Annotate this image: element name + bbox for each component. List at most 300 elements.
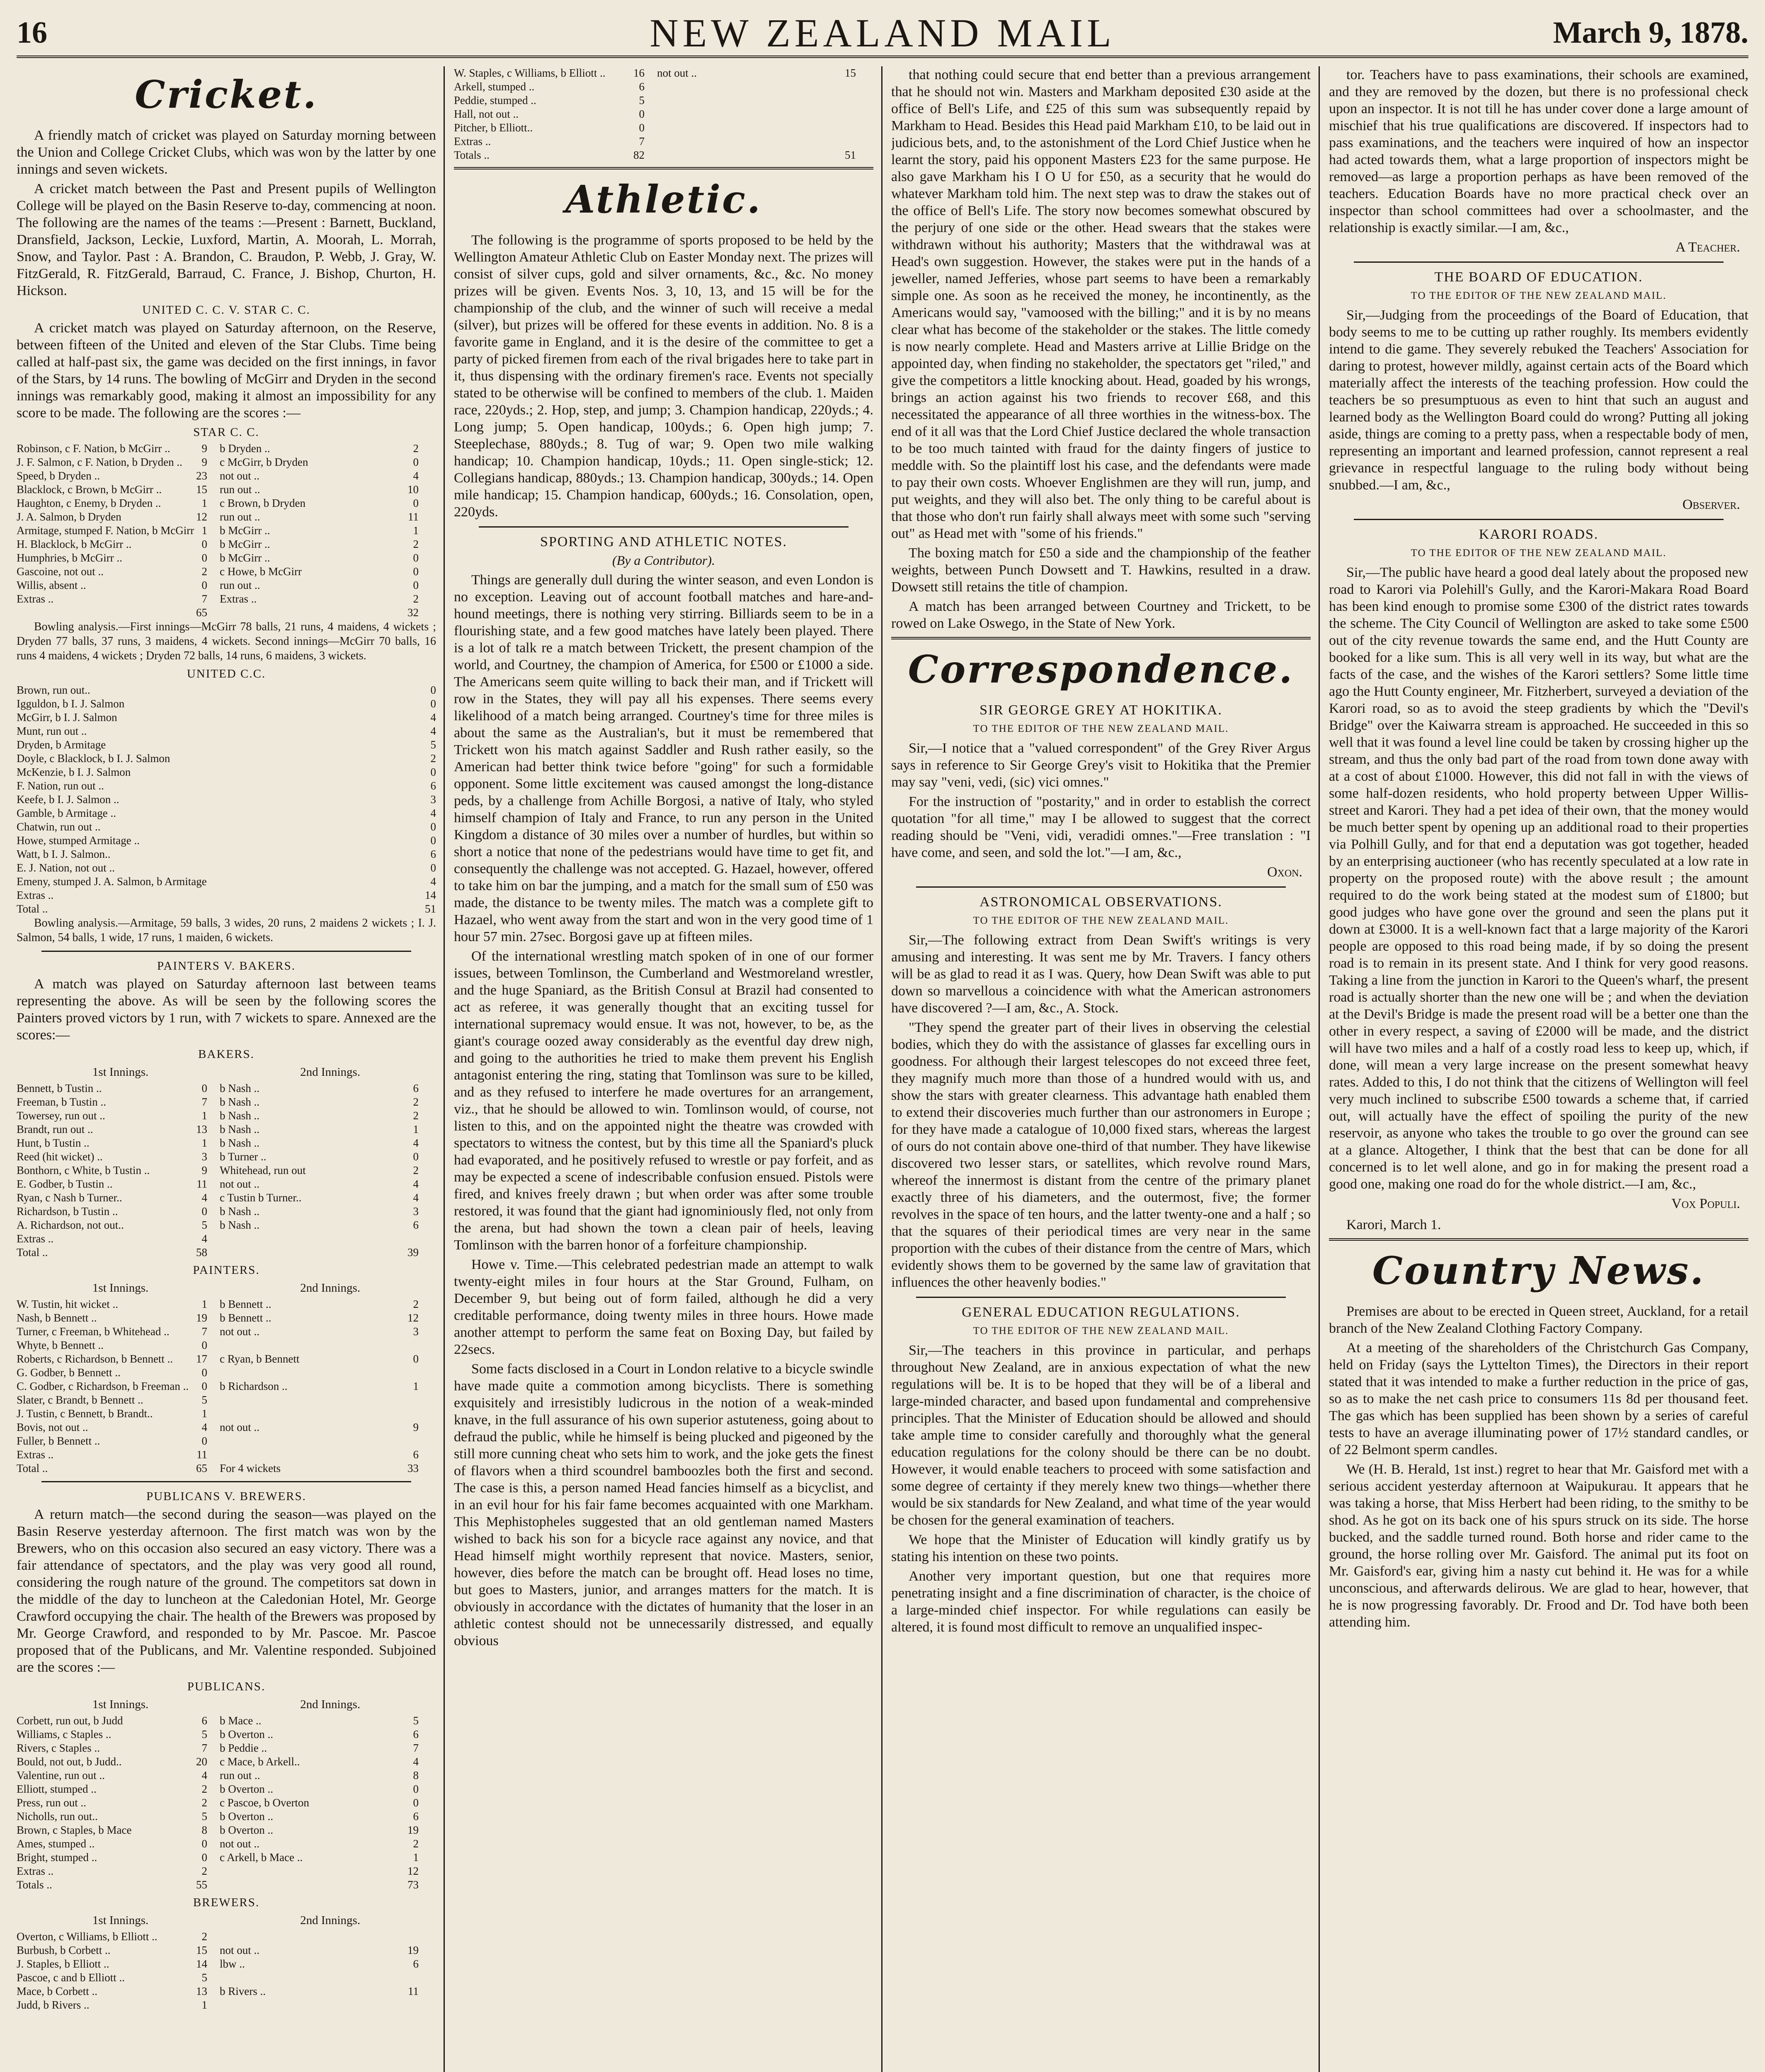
score-row: [17, 455, 436, 469]
score-cell: 2: [413, 1298, 419, 1310]
team-heading: UNITED C.C.: [187, 667, 266, 680]
innings-label: 1st Innings.: [92, 1281, 149, 1295]
score-cell: 65: [196, 1462, 207, 1474]
score-cell: 6: [413, 1810, 419, 1823]
score-row: [17, 1393, 436, 1407]
score-cell: 5: [639, 94, 645, 107]
score-cell: 0: [413, 565, 419, 578]
score-cell: Pascoe, c and b Elliott ..: [17, 1971, 125, 1984]
score-cell: C. Godber, c Richardson, b Freeman ..: [17, 1380, 189, 1392]
score-cell: [394, 1339, 419, 1352]
team-heading: PUBLICANS.: [187, 1680, 266, 1693]
score-cell: not out ..: [220, 1325, 260, 1338]
score-cell: run out ..: [220, 1769, 260, 1782]
score-row: [17, 697, 436, 711]
score-cell: 14: [425, 889, 436, 901]
score-row: [17, 752, 436, 765]
score-cell: b McGirr ..: [220, 524, 270, 537]
score-cell: [207, 1448, 394, 1462]
score-cell: Roberts, c Richardson, b Bennett ..: [17, 1353, 173, 1365]
score-cell: 0: [201, 1339, 207, 1351]
score-cell: 4: [413, 1137, 419, 1149]
score-cell: Nash, b Bennett ..: [17, 1312, 97, 1324]
score-cell: 1: [201, 497, 207, 509]
score-cell: not out ..: [220, 1837, 260, 1850]
score-cell: Extras ..: [220, 593, 257, 605]
score-cell: Brown, run out..: [17, 684, 90, 696]
score-cell: [394, 1393, 419, 1407]
score-cell: Emeny, stumped J. A. Salmon, b Armitage: [17, 875, 207, 888]
innings-label: 1st Innings.: [92, 1914, 149, 1927]
score-row: [17, 1998, 436, 2012]
score-cell: 2: [413, 538, 419, 550]
score-cell: [394, 1232, 419, 1246]
score-cell: [645, 135, 831, 148]
score-cell: [207, 1246, 394, 1259]
letter-subheading: TO THE EDITOR OF THE NEW ZEALAND MAIL.: [973, 723, 1229, 734]
score-cell: 13: [196, 1123, 207, 1135]
issue-date: March 9, 1878.: [1553, 15, 1748, 50]
letter-heading: KARORI ROADS.: [1479, 527, 1599, 542]
score-cell: 1: [201, 1137, 207, 1149]
divider: [1329, 1238, 1748, 1241]
score-cell: Williams, c Staples ..: [17, 1728, 112, 1740]
column-1: [17, 66, 436, 2072]
score-row: [17, 606, 436, 620]
letter-subheading: TO THE EDITOR OF THE NEW ZEALAND MAIL.: [1411, 547, 1667, 559]
score-cell: 0: [430, 766, 436, 778]
score-cell: 9: [201, 1164, 207, 1176]
score-row: [17, 1864, 436, 1878]
score-cell: 0: [413, 1150, 419, 1163]
score-row: [454, 66, 873, 80]
signature: Vox Populi.: [1671, 1196, 1740, 1211]
score-cell: Armitage, stumped F. Nation, b McGirr: [17, 524, 194, 537]
score-cell: 5: [413, 1714, 419, 1727]
score-cell: [394, 1434, 419, 1448]
team-heading: PAINTERS.: [193, 1264, 260, 1277]
score-cell: c Arkell, b Mace ..: [220, 1851, 303, 1864]
score-cell: 15: [845, 67, 856, 79]
score-cell: 0: [430, 684, 436, 696]
scorecard-brewers: [17, 1930, 436, 2012]
score-row: [17, 724, 436, 738]
score-cell: 0: [201, 1435, 207, 1447]
score-cell: b Overton ..: [220, 1728, 273, 1740]
score-cell: 7: [201, 593, 207, 605]
score-cell: [831, 94, 856, 107]
score-cell: c Mace, b Arkell..: [220, 1755, 300, 1768]
score-row: [17, 1851, 436, 1864]
column-3: [891, 66, 1311, 2072]
paragraph: Sir,—I notice that a "valued correspondent" of the Grey River Argus says in reference to Sir George Grey's visit to Hokitika that the Premier may say "veni, vedi, (sic) vici omnes.": [891, 741, 1311, 790]
article-heading: SPORTING AND ATHLETIC NOTES.: [540, 534, 788, 549]
innings-labels: [17, 1064, 436, 1081]
score-cell: Rivers, c Staples ..: [17, 1742, 100, 1754]
score-cell: [207, 1232, 394, 1246]
score-cell: Howe, stumped Armitage ..: [17, 834, 140, 847]
score-cell: 7: [201, 1742, 207, 1754]
paragraph: We (H. B. Herald, 1st inst.) regret to hear that Mr. Gaisford met with a serious accident yesterday afternoon at Waipukurau. It appears that he was taking a horse, that Miss Herbert had been riding, to the smithy to be shod. As he got on its back one of his spurs struck on its side. The horse bucked, and the saddle turned round. Both horse and rider came to the ground, the horse rolling over Mr. Gaisford. The animal put its foot on Mr. Gaisford's ear, giving him a nasty cut behind it. He was for a while unconscious, and afterwards delirous. We are glad to hear, however, that he is now progressing favorably. Dr. Frood and Dr. Tod have both been attending him.: [1329, 1462, 1748, 1630]
innings-label: 2nd Innings.: [300, 1281, 361, 1295]
score-cell: b Dryden ..: [220, 442, 270, 455]
score-row: [17, 1082, 436, 1095]
score-cell: [831, 107, 856, 121]
score-cell: [831, 80, 856, 94]
paragraph: The boxing match for £50 a side and the championship of the feather weights, between Punch Dowsett and T. Hawkins, resulted in a draw. Dowsett still retains the title of champion.: [891, 545, 1311, 595]
score-cell: b Rivers ..: [220, 1985, 266, 1997]
score-cell: [831, 121, 856, 135]
score-cell: [207, 1407, 394, 1421]
score-cell: 5: [201, 1728, 207, 1740]
letter-heading: SIR GEORGE GREY AT HOKITIKA.: [979, 702, 1222, 718]
score-row: [17, 1218, 436, 1232]
score-cell: b Overton ..: [220, 1783, 273, 1795]
score-row: [17, 847, 436, 861]
divider: [891, 637, 1311, 639]
score-cell: b Mace ..: [220, 1714, 262, 1727]
score-cell: c Brown, b Dryden: [220, 497, 305, 509]
score-cell: 2: [201, 1865, 207, 1877]
score-cell: 51: [425, 903, 436, 915]
team-heading: BREWERS.: [193, 1896, 260, 1909]
innings-label: 2nd Innings.: [300, 1065, 361, 1079]
column-rule: [1319, 66, 1320, 2072]
score-cell: Speed, b Dryden ..: [17, 470, 100, 482]
match-heading: PUBLICANS V. BREWERS.: [146, 1490, 306, 1503]
score-cell: b Overton ..: [220, 1824, 273, 1836]
score-cell: [831, 135, 856, 148]
score-cell: 4: [413, 1755, 419, 1768]
score-cell: [207, 1864, 394, 1878]
innings-labels: [17, 1280, 436, 1297]
score-row: [17, 1421, 436, 1434]
score-cell: Total ..: [17, 1246, 48, 1259]
score-cell: Watt, b I. J. Salmon..: [17, 848, 111, 860]
score-cell: 10: [407, 483, 419, 496]
score-cell: 2: [201, 565, 207, 578]
score-row: [17, 806, 436, 820]
score-cell: 7: [201, 1096, 207, 1108]
score-cell: 11: [196, 1178, 207, 1190]
score-cell: b Bennett ..: [220, 1298, 272, 1310]
score-cell: 0: [201, 1837, 207, 1850]
paragraph: Things are generally dull during the winter season, and even London is no exception. Leaving out of account football matches and hare-and-hound meetings, there is nothing very stirring. Billiards seem to be in a flourishing state, and a few good matches have lately been played. There is a lot of talk re a match between Trickett, the present champion of the world, and Courtney, the champion of America, for £500 or £1000 a side. The Americans seem quite willing to back their man, and if Trickett will row in the States, they will pay all his expenses. There seems every likelihood of a match being arranged. Courtney's time for three miles is about the same as the Australian's, but it must be remembered that Trickett won his match against Saddler and Rush rather easily, so the American had better think twice before "going" for such a formidable opponent. Some little excitement was caused amongst the long-distance peds, by a challenge from Achille Borgosi, a native of Italy, who styled himself champion of Italy and France, to run any person in the United Kingdom a distance of 30 miles over a number of hurdles, but within so short a notice that none of the pedestrians would have time to get fit, and consequently the challenge was not accepted. G. Hazael, however, offered to take him on bar the jumping, and a match for the small sum of £50 was made, the distance to be twenty miles. The match was a complete gift to Hazael, who went away from the start and won in the very good time of 1 hour 57 min. 27sec. Borgosi gave up at fifteen miles.: [454, 572, 873, 944]
score-cell: Total ..: [17, 903, 48, 915]
innings-labels: [17, 1696, 436, 1713]
score-cell: 0: [639, 108, 645, 120]
score-cell: F. Nation, run out ..: [17, 779, 104, 792]
score-row: [17, 1407, 436, 1421]
section-title-athletic: Athletic.: [565, 177, 762, 222]
score-cell: run out ..: [220, 483, 260, 496]
score-cell: Arkell, stumped ..: [454, 80, 535, 93]
divider: [1354, 261, 1724, 263]
score-cell: 3: [413, 1325, 419, 1338]
score-cell: [207, 1971, 394, 1985]
score-cell: Burbush, b Corbett ..: [17, 1944, 111, 1956]
score-row: [17, 1728, 436, 1741]
paragraph: Some facts disclosed in a Court in London relative to a bicycle swindle have made quite a commotion among bicyclists. There is something exquisitely and irresistibly ludicrous in the notion of a weak-minded knave, in the full assurance of his own superior astuteness, going about to defraud the public, while he himself is being plucked and pigeoned by the still more cunning cheat who sets him to work, and the joke gets the finest of flavors when a third scoundrel bamboozles both the first and second. The case is this, a person named Head fancies himself as a bicyclist, and in an evil hour for his fair fame becomes acquainted with one Markham. This Mephistopheles suggested that an old gentleman named Masters wished to back his son for a bicycle race against any novice, and that Head himself might worthily represent that novice. Masters, senior, however, dies before the match can be brought off. Head loses no time, but goes to Masters, junior, and arranges matters for the match. It is obviously in accordance with the dictates of humanity that the loser in an athletic contest should not be unnecessarily distressed, and equally obvious: [454, 1361, 873, 1648]
score-cell: b Nash ..: [220, 1082, 259, 1094]
score-cell: not out ..: [220, 1178, 260, 1190]
score-cell: 3: [201, 1150, 207, 1163]
score-cell: 8: [201, 1824, 207, 1836]
score-cell: 4: [201, 1232, 207, 1245]
scorecard-star: [17, 442, 436, 620]
score-row: [17, 1837, 436, 1851]
column-rule: [444, 66, 445, 2072]
scorecard-publicans: [17, 1714, 436, 1892]
score-cell: Munt, run out ..: [17, 725, 87, 737]
score-row: [17, 711, 436, 724]
divider: [916, 1297, 1286, 1298]
score-row: [17, 875, 436, 888]
score-cell: 14: [196, 1958, 207, 1970]
score-row: [17, 779, 436, 793]
score-cell: 6: [413, 1082, 419, 1094]
score-cell: 33: [407, 1462, 419, 1474]
score-cell: Peddie, stumped ..: [454, 94, 536, 107]
score-cell: 9: [413, 1421, 419, 1433]
score-cell: Totals ..: [17, 1878, 52, 1891]
score-cell: Doyle, c Blacklock, b I. J. Salmon: [17, 752, 170, 765]
paragraph: Sir,—Judging from the proceedings of the Board of Education, that body seems to me to be cutting up rather roughly. Its members evidently intend to die game. They severely rebuked the Teachers' Association for daring to protest, however mildly, against certain acts of the Board which materially affect the interests of the teaching profession. How could the teachers be so presumptuous as even to hint that such an august and learned body as the Wellington Board could do wrong? Putting all joking aside, things are coming to a pretty pass, when a respectable body of men, representing an important and learned profession, cannot represent a real grievance in respectful language to the ruling body without being snubbed.—I am, &c.,: [1329, 307, 1748, 493]
score-cell: 32: [407, 606, 419, 619]
score-row: [17, 1782, 436, 1796]
score-cell: 39: [407, 1246, 419, 1259]
score-cell: 11: [408, 1985, 419, 1997]
score-cell: Reed (hit wicket) ..: [17, 1150, 103, 1163]
score-cell: Total ..: [17, 1462, 48, 1474]
signature: Oxon.: [1267, 864, 1302, 880]
score-cell: 1: [413, 1380, 419, 1392]
score-cell: [207, 1878, 394, 1892]
score-row: [17, 834, 436, 847]
score-row: [17, 820, 436, 834]
score-cell: b Richardson ..: [220, 1380, 288, 1392]
score-cell: Brown, c Staples, b Mace: [17, 1824, 132, 1836]
score-cell: Ames, stumped ..: [17, 1837, 95, 1850]
score-cell: Richardson, b Tustin ..: [17, 1205, 118, 1218]
score-cell: W. Staples, c Williams, b Elliott ..: [454, 67, 606, 79]
score-cell: 1: [201, 1109, 207, 1122]
score-cell: 4: [413, 1191, 419, 1204]
score-cell: not out ..: [657, 67, 697, 79]
score-cell: 19: [196, 1312, 207, 1324]
score-cell: McKenzie, b I. J. Salmon: [17, 766, 131, 778]
divider: [41, 951, 411, 952]
score-cell: c McGirr, b Dryden: [220, 456, 308, 468]
score-cell: 19: [407, 1944, 419, 1956]
score-cell: 4: [430, 875, 436, 888]
score-row: [17, 1205, 436, 1218]
score-cell: 0: [413, 1783, 419, 1795]
scorecard-brewers-continued: [454, 66, 873, 162]
paragraph: A return match—the second during the season—was played on the Basin Reserve yesterday afternoon. The first match was won by the Brewers, who on this occasion also secured an easy victory. There was a fair attendance of spectators, and the play was very good all round, considering the rough nature of the ground. The competitors sat down in the middle of the day to luncheon at the Caledonian Hotel, Mr. George Crawford occupying the chair. The health of the Brewers was proposed by Mr. George Crawford, and responded to by Mr. Pascoe. Mr. Pascoe proposed that of the Publicans, and Mr. Valentine responded. Subjoined are the scores :—: [17, 1507, 436, 1675]
score-cell: 6: [413, 1958, 419, 1970]
score-cell: run out ..: [220, 511, 260, 523]
score-row: [17, 888, 436, 902]
score-cell: 58: [196, 1246, 207, 1259]
score-cell: J. Tustin, c Bennett, b Brandt..: [17, 1407, 153, 1420]
score-row: [17, 1164, 436, 1177]
score-row: [17, 1095, 436, 1109]
score-cell: [394, 1407, 419, 1421]
score-cell: 1: [201, 1298, 207, 1310]
score-cell: 12: [407, 1312, 419, 1324]
section-title-correspondence: Correspondence.: [908, 647, 1294, 692]
score-cell: Turner, c Freeman, b Whitehead ..: [17, 1325, 170, 1338]
score-row: [17, 1339, 436, 1352]
score-cell: 2: [201, 1930, 207, 1943]
score-cell: Willis, absent ..: [17, 579, 86, 591]
score-cell: 1: [413, 524, 419, 537]
paragraph: Sir,—The teachers in this province in particular, and perhaps throughout New Zealand, are in anxious expectation of what the new regulations will be. It is to be hoped that they will be of a liberal and large-minded character, and based upon fundamental and comprehensive principles. That the Minister of Education should be allowed and should take ample time to consider carefully and thoroughly what the general education regulations for the colony should be there can be no doubt. However, it would enable teachers to proceed with some satisfaction and some degree of certainty if they merely knew two things—whether there would be six standards for New Zealand, and what time of the year would be chosen for the general examination of teachers.: [891, 1343, 1311, 1528]
score-row: [17, 1109, 436, 1123]
score-cell: 3: [413, 1205, 419, 1218]
letter-subheading: TO THE EDITOR OF THE NEW ZEALAND MAIL.: [973, 915, 1229, 926]
score-cell: 12: [196, 511, 207, 523]
score-cell: 2: [413, 593, 419, 605]
score-cell: b Turner ..: [220, 1150, 267, 1163]
score-cell: 4: [201, 1421, 207, 1433]
score-row: [17, 1823, 436, 1837]
paragraph: A friendly match of cricket was played on Saturday morning between the Union and College Cricket Clubs, which was won by the latter by one innings and seven wickets.: [17, 128, 436, 177]
score-cell: Extras ..: [17, 1865, 54, 1877]
score-cell: 0: [201, 1205, 207, 1218]
score-cell: Bould, not out, b Judd..: [17, 1755, 122, 1768]
score-cell: 65: [196, 606, 207, 619]
score-cell: b Nash ..: [220, 1096, 259, 1108]
paragraph: We hope that the Minister of Education will kindly gratify us by stating his intention on these two points.: [891, 1532, 1311, 1564]
score-cell: 4: [430, 711, 436, 724]
score-cell: [207, 1434, 394, 1448]
score-row: [17, 1434, 436, 1448]
score-cell: Judd, b Rivers ..: [17, 1999, 90, 2011]
score-row: [17, 1325, 436, 1339]
score-cell: J. Staples, b Elliott ..: [17, 1958, 109, 1970]
score-row: [17, 1810, 436, 1823]
innings-label: 1st Innings.: [92, 1698, 149, 1711]
score-cell: not out ..: [220, 1944, 260, 1956]
paragraph: A cricket match between the Past and Present pupils of Wellington College will be played on the Basin Reserve to-day, commencing at noon. The following are the names of the teams :—Present : Barnett, Buckland, Dransfield, Jackson, Leckie, Luxford, Martin, A. Moorah, L. Morrah, Snow, and Taylor. Past : A. Brandon, C. Braudon, P. Webb, J. Gray, W. FitzGerald, R. FitzGerald, Barraud, C. France, J. Bishop, Churton, H. Hickson.: [17, 181, 436, 298]
score-cell: 4: [201, 1769, 207, 1782]
score-cell: Fuller, b Bennett ..: [17, 1435, 100, 1447]
score-cell: c Howe, b McGirr: [220, 565, 302, 578]
letter-subheading: TO THE EDITOR OF THE NEW ZEALAND MAIL.: [1411, 290, 1667, 301]
score-row: [17, 510, 436, 524]
score-cell: W. Tustin, hit wicket ..: [17, 1298, 119, 1310]
score-cell: 0: [413, 579, 419, 591]
score-cell: 1: [201, 524, 207, 537]
score-row: [17, 793, 436, 806]
score-cell: 6: [639, 80, 645, 93]
section-title-country-news: Country News.: [1372, 1248, 1705, 1293]
score-cell: 4: [413, 470, 419, 482]
signature: Observer.: [1682, 497, 1740, 512]
score-cell: 15: [196, 483, 207, 496]
score-cell: [394, 1971, 419, 1985]
scorecard-bakers: [17, 1082, 436, 1259]
score-cell: Slater, c Brandt, b Bennett ..: [17, 1394, 143, 1406]
score-cell: 0: [201, 552, 207, 564]
divider: [1354, 519, 1724, 520]
score-cell: Robinson, c F. Nation, b McGirr ..: [17, 442, 170, 455]
divider: [454, 167, 873, 169]
score-row: [17, 483, 436, 496]
score-cell: Extras ..: [17, 1232, 54, 1245]
score-cell: Press, run out ..: [17, 1796, 86, 1809]
score-cell: b Nash ..: [220, 1123, 259, 1135]
score-cell: 6: [430, 779, 436, 792]
score-cell: 5: [201, 1219, 207, 1231]
bowling-analysis: Bowling analysis.—Armitage, 59 balls, 3 wides, 20 runs, 2 maidens 2 wickets ; I. J. Salmon, 54 balls, 1 wide, 17 runs, 1 maiden, 6 wickets.: [17, 917, 436, 944]
score-cell: 6: [430, 848, 436, 860]
score-cell: 4: [201, 1191, 207, 1204]
scorecard-painters: [17, 1297, 436, 1475]
score-row: [17, 1232, 436, 1246]
paragraph: Sir,—The public have heard a good deal lately about the proposed new road to Karori via Polehill's Gully, and the Karori-Makara Road Board has been kind enough to promise some £300 of the district rates towards the scheme. The City Council of Wellington are asked to take some £500 out of the city revenue towards the same end, and the Hutt County are booked for a like sum. This is all very well in its way, but what are the facts of the case, and the wishes of the Karori settlers? Some little time ago the Hutt County engineer, Mr. Fitzherbert, surveyed a deviation of the Karori road, so as to avoid the steep gradients by which the "Devil's Bridge" over the Kaiwarra stream is approached. He succeeded in this so well that it was found a level line could be taken by crossing higher up the stream, and thus the only bad part of the road from town done away with at a cost of about £1000. However, this did not fall in with the views of some half-dozen residents, who hold property between Upper Willis-street and Karori. They had a pet idea of their own, that the money would be much better spent by opening up an additional road to their properties via Polhill Gully, and for that end a deputation was got together, headed by an enterprising auctioneer (who has recently speculated at a low rate in property on the proposed route) with the above result ; the amount required to do the work being stated at the modest sum of £1800; but good judges who have gone over the ground and seen the plans put it down at £3000. It is a well-known fact that a large majority of the Karori people are opposed to this road being made, if by so doing the present road is to remain in its present state. And I think for very good reasons. Taking a line from the junction in Karori to the Queen's wharf, the present road is actually shorter than the new one will be ; and when the deviation at the Devil's Bridge is made the present road will be a better one than the other in every respect, a saving of £2000 will be made, and the district will have two miles and a half of a costly road less to keep up, which, if done, will mean a very large increase on the present somewhat heavy rates. Added to this, I do not think that the citizens of Wellington will feel very much inclined to subscribe £500 towards a scheme that, if carried out, will actually have the effect of spoiling the purity of the new reservoir, as anyone who takes the trouble to go over the ground can see at a glance. Altogether, I think that the best that can be done for all concerned is to let well alone, and go in for making the present road a good one, making one road do for the whole district.—I am, &c.,: [1329, 565, 1748, 1192]
score-row: [454, 107, 873, 121]
score-row: [17, 738, 436, 752]
score-cell: b Nash ..: [220, 1109, 259, 1122]
score-cell: 12: [407, 1865, 419, 1877]
score-cell: c Pascoe, b Overton: [220, 1796, 309, 1809]
score-row: [17, 1191, 436, 1205]
score-row: [17, 1714, 436, 1728]
score-cell: 13: [196, 1985, 207, 1997]
score-cell: Gamble, b Armitage ..: [17, 807, 116, 819]
score-row: [17, 1380, 436, 1393]
score-cell: 0: [413, 1796, 419, 1809]
score-cell: 0: [413, 552, 419, 564]
score-cell: Totals ..: [454, 149, 490, 161]
score-cell: 4: [430, 725, 436, 737]
score-cell: 16: [633, 67, 645, 79]
signature: A Teacher.: [1675, 240, 1740, 255]
score-row: [454, 94, 873, 107]
score-row: [17, 1246, 436, 1259]
score-row: [17, 469, 436, 483]
score-cell: not out ..: [220, 1421, 260, 1433]
score-row: [17, 1741, 436, 1755]
score-cell: 4: [430, 807, 436, 819]
score-cell: 0: [430, 862, 436, 874]
divider: [41, 1481, 411, 1482]
letter-heading: GENERAL EDUCATION REGULATIONS.: [962, 1305, 1240, 1320]
score-cell: 73: [407, 1878, 419, 1891]
section-title-cricket: Cricket.: [135, 72, 318, 117]
score-cell: J. F. Salmon, c F. Nation, b Dryden ..: [17, 456, 182, 468]
score-cell: 20: [196, 1755, 207, 1768]
score-cell: 23: [196, 470, 207, 482]
score-cell: Overton, c Williams, b Elliott ..: [17, 1930, 158, 1943]
match-heading: UNITED C. C. V. STAR C. C.: [142, 303, 310, 317]
score-cell: 0: [201, 579, 207, 591]
score-cell: 2: [201, 1796, 207, 1809]
score-cell: run out ..: [220, 579, 260, 591]
score-cell: [207, 1998, 394, 2012]
innings-label: 2nd Innings.: [300, 1698, 361, 1711]
score-row: [17, 524, 436, 537]
score-cell: Towersey, run out ..: [17, 1109, 105, 1122]
score-cell: [207, 606, 394, 620]
letter-heading: THE BOARD OF EDUCATION.: [1434, 269, 1643, 285]
score-cell: [394, 1930, 419, 1944]
score-cell: 0: [201, 538, 207, 550]
letter-heading: ASTRONOMICAL OBSERVATIONS.: [979, 894, 1222, 910]
